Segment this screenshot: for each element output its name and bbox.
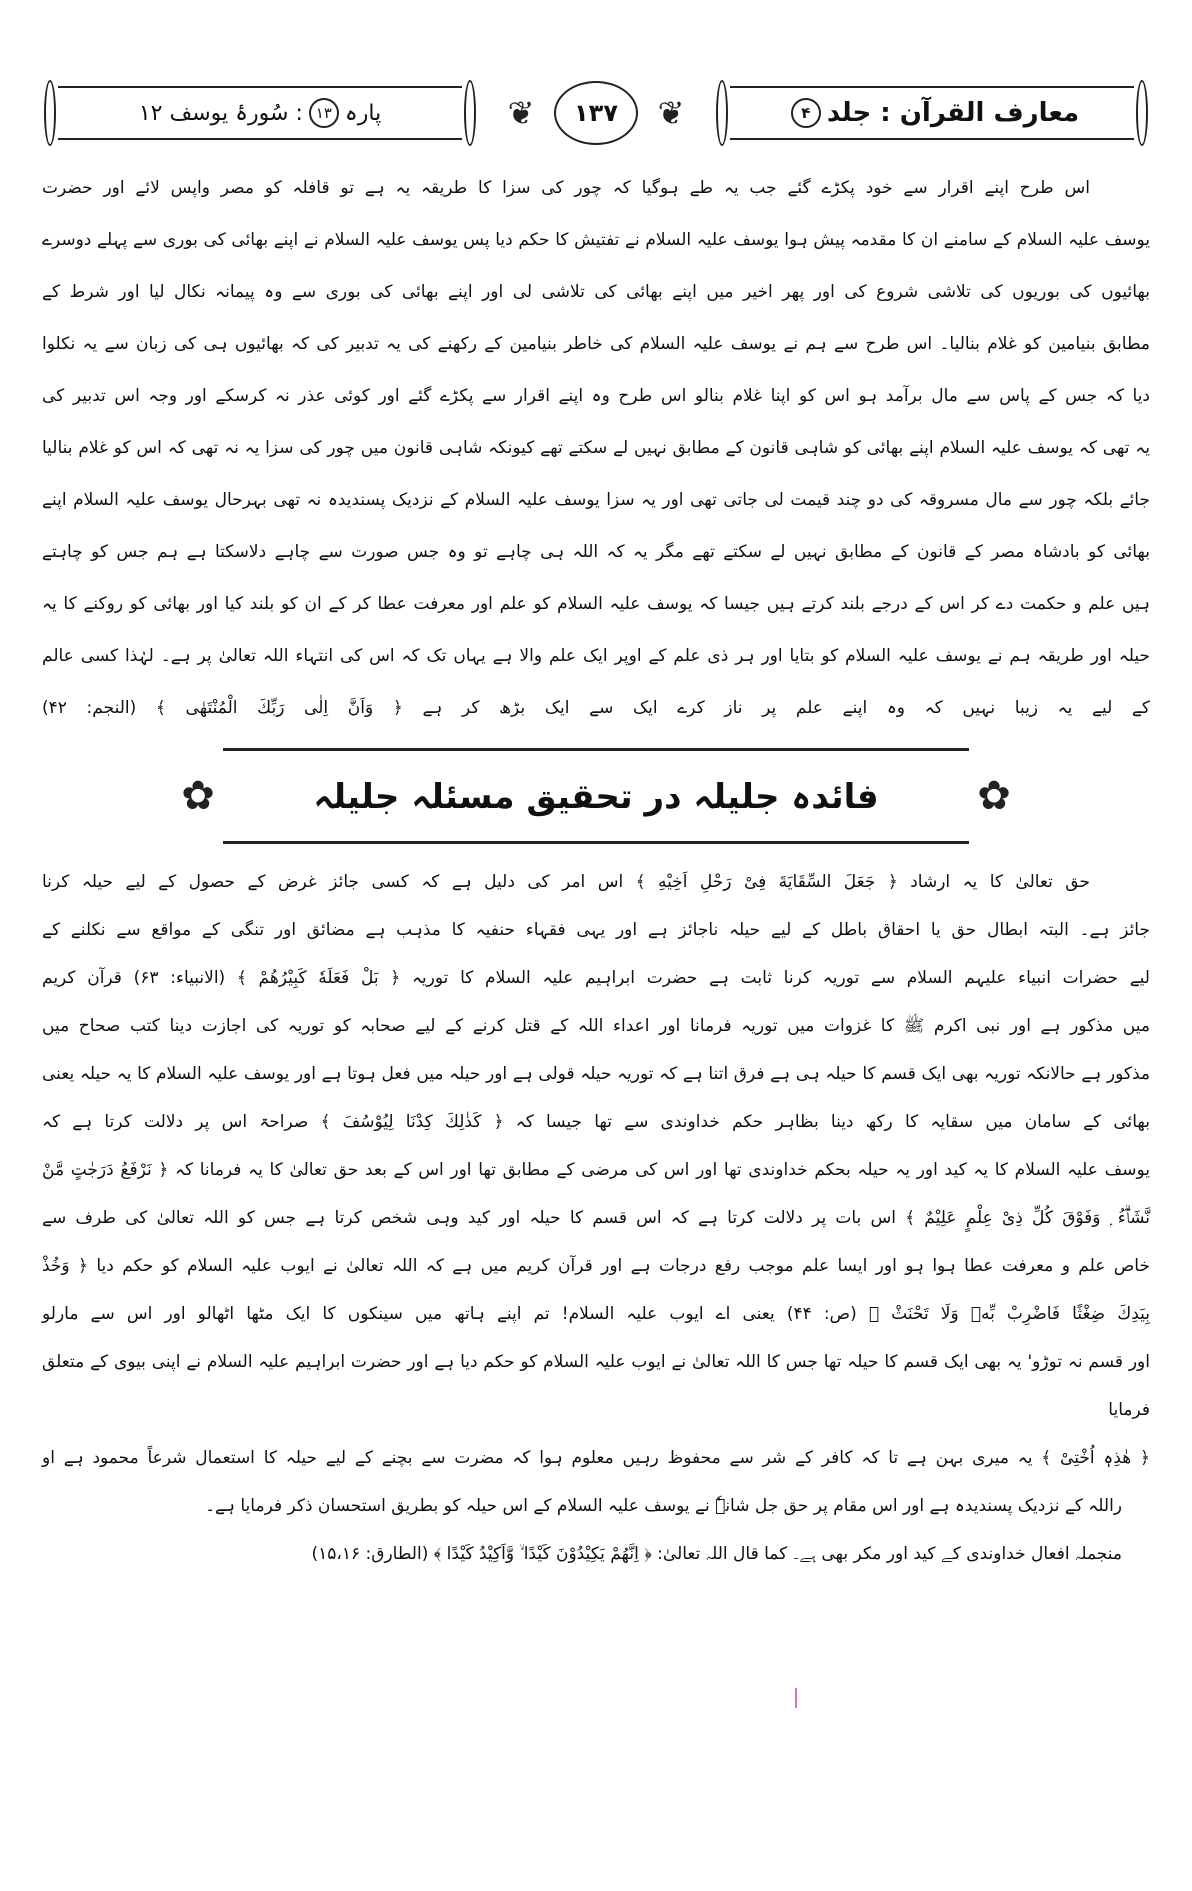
text-line: مطابق بنیامین کو غلام بنالیا۔ اس طرح سے ہم نے یوسف علیہ السلام کی خاطر بنیامین کے رکھنے کی یہ تدبیر کی کہ بھائیوں ہی کی زبان سے یہ نکلوا: [42, 334, 1150, 354]
text-line: حق تعالیٰ کا یہ ارشاد ﴿ جَعَلَ السِّقَایَةَ فِیْ رَحْلِ اَخِیْهِ ﴾ اس امر کی دلیل ہے کہ کسی جائز غرض کے حصول کے لیے حیلہ کرنا: [42, 872, 1090, 892]
text-line: بھائی کے سامان میں سقایہ کا رکھ دینا بظاہر حکم خداوندی سے تھا جیسا کہ ﴿ كَذٰلِكَ كِدْنَا لِیُوْسُفَ ﴾ صراحۃ اس پر دلالت کرتا ہے کہ: [42, 1112, 1150, 1132]
text-line: یوسف علیہ السلام کا یہ کید اور یہ حیلہ بحکم خداوندی تھا اور اس کی مرضی کے مطابق تھا اور اس کے بعد حق تعالیٰ کا یہ فرمانا کہ ﴿ نَرْفَعُ دَرَجٰتٍ مَّنْ: [42, 1160, 1150, 1180]
text-line: جائز ہے۔ البتہ ابطال حق یا احقاق باطل کے لیے حیلہ ناجائز ہے اور یہی فقہاء حنفیہ کا مذہب ہے مضائق اور تنگی کے مواقع سے نکلنے کے: [42, 920, 1150, 940]
text-line: ہیں علم و حکمت دے کر اس کے درجے بلند کرتے ہیں جیسا کہ یوسف علیہ السلام کو علم اور معرفت عطا کر کے ان کو بلند کیا اور بھائی کو روکنے کا یہ: [42, 594, 1150, 614]
text-line: منجملہ افعال خداوندی کے کید اور مکر بھی ہے۔ کما قال اللہ تعالیٰ: ﴿ اِنَّهُمْ یَكِیْدُوْنَ كَیْدًا ۙ وَّاَكِیْدُ كَیْدًا ﴾ (الطارق: ۱۵،۱۶): [311, 1544, 1122, 1564]
running-header: [42, 80, 1150, 148]
text-line: اور قسم نہ توڑو' یہ بھی ایک قسم کا حیلہ تھا جس کا اللہ تعالیٰ نے ایوب علیہ السلام کو حکم دیا ہے اور حضرت ابراہیم علیہ السلام نے اپنی بیوی کے متعلق فرمایا: [42, 1352, 1150, 1420]
text-line: ﴿ هٰذِهٖ اُخْتِیْ ﴾ یہ میری بہن ہے تا کہ کافر کے شر سے محفوظ رہیں معلوم ہوا کہ مضرت سے بچنے کے لیے حیلہ کا استعمال شرعاً محمود ہے او: [42, 1448, 1150, 1468]
text-line: لیے حضرات انبیاء علیہم السلام سے توریہ کرنا ثابت ہے حضرت ابراہیم علیہ السلام کا توریہ ﴿ بَلْ فَعَلَهٗ كَبِیْرُهُمْ ﴾ (الانبیاء: ۶۳) قرآن کریم: [42, 968, 1150, 988]
text-line: حیلہ اور طریقہ ہم نے یوسف علیہ السلام کو بتایا اور ہر ذی علم کے اوپر ایک علم والا ہے یہاں تک کہ اس کی انتہاء اللہ تعالیٰ پر ہے۔ لہٰذا کسی عالم: [42, 646, 1150, 666]
text-line: میں مذکور ہے اور نبی اکرم ﷺ کا غزوات میں توریہ فرمانا اور اعداء اللہ کے قتل کرنے کے لیے صحابہ کو توریہ کی اجازت دینا کتب صحاح میں: [42, 1016, 1150, 1036]
floral-ornament-icon: ✿: [977, 773, 1011, 819]
text-line: یہ تھی کہ یوسف علیہ السلام اپنے بھائی کو شاہی قانون کے مطابق نہیں لے سکتے تھے کیونکہ شاہی قانون میں چور کی سزا یہ نہ تھی کہ اس کو غلام بنالیا: [42, 438, 1150, 458]
text-line: راللہ کے نزدیک پسندیدہ ہے اور اس مقام پر حق جل شانہٗ نے یوسف علیہ السلام کے اس حیلہ کو بطریق استحسان ذکر فرمایا ہے۔: [205, 1496, 1122, 1516]
surah-name: : سُورۂ یوسف ۱۲: [138, 100, 303, 126]
floral-ornament-icon: ❦: [507, 94, 535, 132]
text-line: کے لیے یہ زیبا نہیں کہ وہ اپنے علم پر ناز کرے ایک سے ایک بڑھ کر ہے ﴿ وَاَنَّ اِلٰى رَبِّكَ الْمُنْتَهٰى ﴾ (النجم: ۴۲): [42, 698, 1150, 718]
para-number-badge: ۱۳: [309, 98, 339, 128]
text-line: اس طرح اپنے اقرار سے خود پکڑے گئے جب یہ طے ہوگیا کہ چور کی سزا کا طریقہ یہ ہے تو قافلہ کو مصر واپس لائے اور حضرت: [42, 178, 1090, 198]
volume-number-badge: ۴: [791, 98, 821, 128]
section-heading-box: [173, 748, 1019, 844]
text-line: دیا کہ جس کے پاس سے مال برآمد ہو اس کو اپنا غلام بنالو اس طرح وہ اپنے اقرار سے پکڑے گئے اور کوئی عذر نہ کرسکے اور وجہ اس تدبیر کی: [42, 386, 1150, 406]
text-line: یوسف علیہ السلام کے سامنے ان کا مقدمہ پیش ہوا یوسف علیہ السلام نے تفتیش کا حکم دیا پس یوسف علیہ السلام نے اپنے بھائی کی بوری سے پہلے دوسرے: [42, 230, 1150, 250]
running-header-book-title: [730, 86, 1134, 140]
paragraph-fiqh-discussion: [42, 858, 1150, 1578]
page-number-ornament: [478, 80, 714, 146]
floral-ornament-icon: ✿: [181, 773, 215, 819]
text-line: خاص علم و معرفت عطا ہوا ہو اور ایسا علم موجب رفع درجات ہے اور قرآن کریم میں ہے کہ اللہ تعالیٰ نے ایوب علیہ السلام کو حکم دیا ﴿ وَخُذْ: [42, 1256, 1150, 1276]
text-line: بھائیوں کی بوریوں کی تلاشی شروع کی اور پھر اخیر میں اپنے بھائی کی تلاشی لی اور اپنے بھائی کی بوری سے وہ پیمانہ نکال لیا اور شرط کے: [42, 282, 1150, 302]
page-number: ۱۳۷: [554, 81, 638, 145]
para-label: پارہ: [344, 100, 382, 126]
floral-ornament-icon: ❦: [657, 94, 685, 132]
book-title: معارف القرآن : جلد: [826, 98, 1080, 128]
section-heading: فائدہ جلیلہ در تحقیق مسئلہ جلیلہ: [313, 776, 879, 817]
text-line: جائے بلکہ چور سے مال مسروقہ کی دو چند قیمت لی جاتی تھی اور یہ سزا یوسف علیہ السلام کے نزدیک پسندیدہ نہ تھی بہرحال یوسف علیہ السلام اپنے: [42, 490, 1150, 510]
paragraph-main-text: [42, 162, 1150, 734]
text-line: بِیَدِكَ ضِغْثًا فَاضْرِبْ بِّهٖ وَلَا تَحْنَثْ ﴾ (ص: ۴۴) یعنی اے ایوب علیہ السلام! تم اپنے ہاتھ میں سینکوں کا ایک مٹھا اٹھالو اور اس سے مارلو: [42, 1304, 1150, 1324]
scan-mark: [795, 1688, 797, 1708]
text-line: نَّشَاۗءُ ۭ وَفَوْقَ كُلِّ ذِیْ عِلْمٍ عَلِیْمٌ ﴾ اس بات پر دلالت کرتا ہے کہ اس قسم کا حیلہ اور کید وہی شخص کرتا ہے جس کو اللہ تعالیٰ کی طرف سے: [42, 1208, 1150, 1228]
text-line: بھائی کو بادشاہ مصر کے قانون کے مطابق نہیں لے سکتے تھے مگر یہ کہ اللہ ہی چاہے تو وہ جس صورت سے چاہے دلاسکتا ہے ہم جس کو چاہتے: [42, 542, 1150, 562]
running-header-para-surah: [58, 86, 462, 140]
text-line: مذکور ہے حالانکہ توریہ بھی ایک قسم کا حیلہ ہی ہے فرق اتنا ہے کہ توریہ حیلہ قولی ہے اور حیلہ میں فعل ہوتا ہے اور یوسف علیہ السلام کا یہ حیلہ یعنی: [42, 1064, 1150, 1084]
